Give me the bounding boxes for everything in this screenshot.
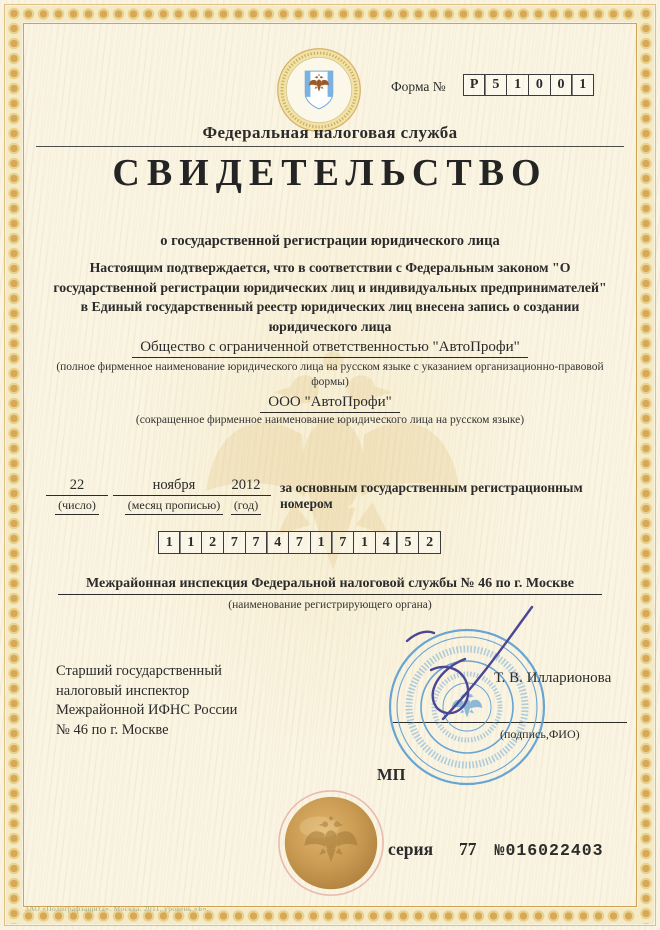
signatory-position xyxy=(56,662,237,740)
ogrn-digit-cell: 2 xyxy=(201,531,224,554)
entity-full-name-field xyxy=(0,339,660,358)
registration-day: 22 xyxy=(46,477,108,496)
series-number: №016022403 xyxy=(494,841,604,860)
ornamental-border-top xyxy=(6,6,654,22)
entity-short-name: ООО "АвтоПрофи" xyxy=(260,394,399,413)
form-digit-cell: Р xyxy=(463,74,486,96)
series-row xyxy=(388,839,604,860)
ornamental-border-left xyxy=(6,6,22,924)
stamp-place-label: МП xyxy=(377,765,406,784)
entity-full-name-caption: (полное фирменное наименование юридического лица на русском языке с указанием организационно-правовой формы) xyxy=(56,361,604,388)
ogrn-number-boxes xyxy=(159,531,441,554)
form-number-boxes xyxy=(464,74,594,96)
form-digit-cell: 1 xyxy=(506,74,529,96)
registration-day-field xyxy=(46,477,108,515)
ogrn-digit-cell: 2 xyxy=(418,531,441,554)
ogrn-digit-cell: 4 xyxy=(266,531,289,554)
ogrn-digit-cell: 7 xyxy=(288,531,311,554)
ogrn-digit-cell: 1 xyxy=(310,531,333,554)
registration-month: ноября xyxy=(113,477,235,496)
series-region: 77 xyxy=(459,839,477,859)
ornamental-border-right xyxy=(638,6,654,924)
form-digit-cell: 0 xyxy=(550,74,573,96)
ogrn-digit-cell: 1 xyxy=(179,531,202,554)
entity-full-name: Общество с ограниченной ответственностью "АвтоПрофи" xyxy=(132,339,528,358)
signatory-name: Т. В. Илларионова xyxy=(494,670,612,686)
registration-year-field xyxy=(221,477,271,515)
ogrn-digit-cell: 1 xyxy=(353,531,376,554)
registration-month-field xyxy=(113,477,235,515)
registering-authority-caption: (наименование регистрирующего органа) xyxy=(228,599,432,611)
statement-line: Настоящим подтверждается, что в соответствии с Федеральным законом "О xyxy=(89,260,571,275)
ogrn-digit-cell: 7 xyxy=(331,531,354,554)
ogrn-digit-cell: 7 xyxy=(245,531,268,554)
signatory-position-line: Старший государственный xyxy=(56,663,222,679)
agency-name: Федеральная налоговая служба xyxy=(202,123,458,142)
signature-caption: (подпись,ФИО) xyxy=(500,727,580,741)
entity-short-name-field xyxy=(0,394,660,413)
registering-authority-name: Межрайонная инспекция Федеральной налоговой службы № 46 по г. Москве xyxy=(58,576,602,595)
registration-month-caption: (месяц прописью) xyxy=(125,498,224,515)
entity-short-name-caption: (сокращенное фирменное наименование юридического лица на русском языке) xyxy=(135,414,525,426)
series-label: серия xyxy=(388,839,434,859)
signatory-position-line: Межрайонной ИФНС России xyxy=(56,702,238,718)
ogrn-digit-cell: 4 xyxy=(375,531,398,554)
ogrn-label: за основным государственным регистрационным номером xyxy=(280,480,583,511)
ogrn-digit-cell: 5 xyxy=(396,531,419,554)
statement-line: в Единый государственный реестр юридических лиц внесена запись о создании xyxy=(80,299,580,314)
statement-line: юридического лица xyxy=(268,318,392,334)
header-rule xyxy=(36,146,624,147)
signatory-position-line: налоговый инспектор xyxy=(56,682,190,699)
printer-note: ЗАО «Полиграфзащита». Москва. 2011. уровень «Б». xyxy=(25,904,209,913)
document-title: СВИДЕТЕЛЬСТВО xyxy=(112,152,548,194)
statement-line: государственной регистрации юридических лиц и индивидуальных предпринимателей" xyxy=(53,279,607,295)
ogrn-digit-cell: 1 xyxy=(158,531,181,554)
document-subtitle: о государственной регистрации юридического лица xyxy=(160,233,500,249)
registration-day-caption: (число) xyxy=(55,498,99,515)
form-digit-cell: 5 xyxy=(484,74,507,96)
statement-paragraph xyxy=(42,258,618,336)
form-digit-cell: 1 xyxy=(571,74,594,96)
form-number-label: Форма № xyxy=(391,79,446,94)
form-digit-cell: 0 xyxy=(528,74,551,96)
ogrn-digit-cell: 7 xyxy=(223,531,246,554)
registration-year-caption: (год) xyxy=(231,498,261,515)
registration-year: 2012 xyxy=(221,477,271,496)
embossed-gold-seal-icon xyxy=(272,786,390,904)
fts-emblem-icon xyxy=(276,47,362,133)
signatory-position-line: № 46 по г. Москве xyxy=(56,721,169,738)
